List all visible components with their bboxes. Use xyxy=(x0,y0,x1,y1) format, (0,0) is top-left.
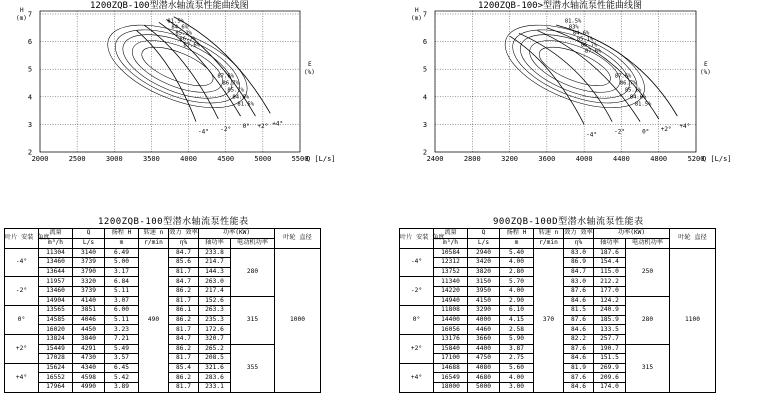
flow-ls-cell: 2940 xyxy=(468,248,500,258)
head-cell: 3.23 xyxy=(105,325,139,335)
y-tick-label: 4 xyxy=(422,93,428,102)
efficiency-label: 85.1% xyxy=(624,87,642,94)
shaft-power-cell: 152.6 xyxy=(199,296,231,306)
header-motor-power: 电动机功率 xyxy=(626,239,670,249)
blade-angle-label: +2° xyxy=(257,123,269,131)
flow-ls-cell: 3739 xyxy=(73,258,105,268)
flow-ls-cell: 4340 xyxy=(73,363,105,373)
efficiency-label: 81.5% xyxy=(167,18,184,25)
blade-angle-label: +4° xyxy=(679,123,691,131)
head-cell: 6.45 xyxy=(105,363,139,373)
blade-angle-label: -2° xyxy=(220,125,232,133)
x-tick-label: 4400 xyxy=(612,155,630,163)
y-tick-label: 4 xyxy=(27,93,33,102)
efficiency-label: 84.6% xyxy=(572,30,590,37)
flow-m3h-cell: 15840 xyxy=(434,344,468,354)
table-left-title: 1200ZQB-100型潜水轴流泵性能表 xyxy=(98,217,249,227)
efficiency-cell: 86.1 xyxy=(169,306,199,316)
flow-m3h-cell: 11957 xyxy=(39,277,73,287)
x-tick-label: 5200 xyxy=(687,155,705,163)
efficiency-cell: 87.6 xyxy=(564,344,594,354)
header-q: Q xyxy=(468,229,500,239)
header-diameter: 叶轮 直径 xyxy=(275,229,321,249)
head-cell: 3.17 xyxy=(105,267,139,277)
shaft-power-cell: 212.2 xyxy=(594,277,626,287)
flow-m3h-cell: 17100 xyxy=(434,354,468,364)
efficiency-label: 81.5% xyxy=(634,101,652,108)
header-flow: 流量 xyxy=(39,229,73,239)
shaft-power-cell: 151.5 xyxy=(594,354,626,364)
motor-power-cell: 250 xyxy=(626,248,670,296)
x-tick-label: 2400 xyxy=(426,155,444,163)
efficiency-contour xyxy=(534,39,615,93)
unit-cell: m xyxy=(500,239,534,249)
unit-cell: r/min xyxy=(534,239,564,249)
efficiency-cell: 87.6 xyxy=(564,286,594,296)
head-cell: 2.75 xyxy=(500,354,534,364)
efficiency-cell: 86.2 xyxy=(169,373,199,383)
header-blade-angle: 叶片 安装 角度 xyxy=(5,229,39,249)
x-tick-label: 4000 xyxy=(180,155,198,163)
efficiency-axis-unit: (%) xyxy=(700,69,711,76)
flow-m3h-cell: 13565 xyxy=(39,306,73,316)
head-cell: 4.15 xyxy=(500,315,534,325)
header-flow: 流量 xyxy=(434,229,468,239)
header-efficiency: 效力 效率 xyxy=(169,229,199,239)
efficiency-axis-unit: (%) xyxy=(304,69,315,76)
flow-m3h-cell: 14688 xyxy=(434,363,468,373)
flow-ls-cell: 4080 xyxy=(468,363,500,373)
header-motor-power: 电动机功率 xyxy=(231,239,275,249)
flow-m3h-cell: 15624 xyxy=(39,363,73,373)
flow-m3h-cell: 13644 xyxy=(39,267,73,277)
head-cell: 5.11 xyxy=(105,315,139,325)
shaft-power-cell: 233.8 xyxy=(199,248,231,258)
flow-m3h-cell: 17028 xyxy=(39,354,73,364)
flow-ls-cell: 4680 xyxy=(468,373,500,383)
efficiency-label: 85.1% xyxy=(175,30,192,37)
shaft-power-cell: 124.2 xyxy=(594,296,626,306)
flow-ls-cell: 4460 xyxy=(468,325,500,335)
y-tick-label: 3 xyxy=(422,120,428,129)
efficiency-contour xyxy=(125,30,229,103)
head-cell: 3.00 xyxy=(500,382,534,392)
head-cell: 5.42 xyxy=(105,373,139,383)
flow-m3h-cell: 14904 xyxy=(39,296,73,306)
flow-ls-cell: 3420 xyxy=(468,258,500,268)
x-axis-label: Q [L/s] xyxy=(702,155,732,163)
y-tick-label: 5 xyxy=(422,65,428,74)
shaft-power-cell: 172.6 xyxy=(199,325,231,335)
shaft-power-cell: 209.6 xyxy=(594,373,626,383)
diameter-cell: 1000 xyxy=(275,248,321,392)
flow-ls-cell: 4450 xyxy=(73,325,105,335)
header-speed: 转速 n xyxy=(534,229,564,239)
x-tick-label: 4000 xyxy=(575,155,593,163)
blade-angle-cell: +4° xyxy=(5,363,39,392)
flow-ls-cell: 3840 xyxy=(73,334,105,344)
header-blade-angle: 叶片 安装 角度 xyxy=(400,229,434,249)
flow-ls-cell: 4140 xyxy=(73,296,105,306)
flow-ls-cell: 4990 xyxy=(73,382,105,392)
chart-title: 1200ZQB-100型潜水轴流泵性能曲线图 xyxy=(90,1,249,11)
motor-power-cell: 280 xyxy=(626,296,670,344)
shaft-power-cell: 174.0 xyxy=(594,382,626,392)
efficiency-label: 81.5% xyxy=(564,18,582,25)
chart-title: 1200ZQB-100>型潜水轴流泵性能曲线图 xyxy=(478,1,643,11)
efficiency-cell: 81.7 xyxy=(169,354,199,364)
y-tick-label: 7 xyxy=(422,10,428,19)
efficiency-label: 83% xyxy=(568,24,579,31)
head-cell: 2.90 xyxy=(500,296,534,306)
efficiency-cell: 84.6 xyxy=(564,296,594,306)
x-tick-label: 3200 xyxy=(501,155,519,163)
head-cell: 4.00 xyxy=(500,286,534,296)
flow-ls-cell: 3150 xyxy=(468,277,500,287)
x-tick-label: 3000 xyxy=(105,155,123,163)
unit-cell: r/min xyxy=(139,239,169,249)
efficiency-cell: 84.7 xyxy=(169,248,199,258)
flow-m3h-cell: 13460 xyxy=(39,286,73,296)
y-axis-label: H xyxy=(415,7,419,14)
x-tick-label: 2800 xyxy=(463,155,481,163)
efficiency-contour xyxy=(523,30,627,103)
flow-ls-cell: 5000 xyxy=(468,382,500,392)
y-tick-label: 6 xyxy=(27,38,33,47)
unit-cell: η% xyxy=(169,239,199,249)
efficiency-cell: 81.7 xyxy=(169,325,199,335)
head-cell: 4.00 xyxy=(500,258,534,268)
blade-angle-label: 0° xyxy=(642,128,650,136)
motor-power-cell: 355 xyxy=(231,344,275,392)
head-cell: 3.07 xyxy=(105,296,139,306)
flow-m3h-cell: 18000 xyxy=(434,382,468,392)
motor-power-cell: 315 xyxy=(626,344,670,392)
shaft-power-cell: 115.0 xyxy=(594,267,626,277)
shaft-power-cell: 263.3 xyxy=(199,306,231,316)
head-cell: 3.89 xyxy=(105,382,139,392)
chart-frame xyxy=(435,11,696,152)
x-tick-label: 2500 xyxy=(68,155,86,163)
flow-ls-cell: 4291 xyxy=(73,344,105,354)
blade-angle-cell: 0° xyxy=(5,306,39,335)
y-tick-label: 6 xyxy=(422,38,428,47)
flow-m3h-cell: 13176 xyxy=(434,334,468,344)
motor-power-cell: 280 xyxy=(231,248,275,296)
flow-m3h-cell: 16552 xyxy=(39,373,73,383)
flow-m3h-cell: 13752 xyxy=(434,267,468,277)
efficiency-cell: 84.7 xyxy=(169,277,199,287)
flow-ls-cell: 3739 xyxy=(73,286,105,296)
flow-m3h-cell: 13824 xyxy=(39,334,73,344)
header-head: 扬程 H xyxy=(105,229,139,239)
efficiency-cell: 82.2 xyxy=(564,334,594,344)
y-tick-label: 2 xyxy=(422,148,428,157)
unit-cell: m³/h xyxy=(434,239,468,249)
shaft-power-cell: 144.3 xyxy=(199,267,231,277)
x-tick-label: 4500 xyxy=(217,155,235,163)
efficiency-label: 86.7% xyxy=(179,36,196,43)
flow-ls-cell: 4400 xyxy=(468,344,500,354)
efficiency-cell: 81.7 xyxy=(169,296,199,306)
efficiency-label: 84.6% xyxy=(171,24,188,31)
head-cell: 6.10 xyxy=(500,306,534,316)
flow-ls-cell: 3290 xyxy=(468,306,500,316)
efficiency-label: 87.6% xyxy=(217,73,234,80)
chart-frame xyxy=(40,11,300,152)
unit-cell: L/s xyxy=(468,239,500,249)
efficiency-cell: 81.9 xyxy=(564,363,594,373)
header-shaft-power: 轴功率 xyxy=(199,239,231,249)
shaft-power-cell: 208.5 xyxy=(199,354,231,364)
efficiency-cell: 81.5 xyxy=(564,306,594,316)
x-tick-label: 3500 xyxy=(142,155,160,163)
head-cell: 5.11 xyxy=(105,286,139,296)
x-tick-label: 5000 xyxy=(254,155,272,163)
flow-m3h-cell: 14585 xyxy=(39,315,73,325)
efficiency-cell: 84.7 xyxy=(564,267,594,277)
efficiency-cell: 81.7 xyxy=(169,267,199,277)
header-power: 功率(KW) xyxy=(199,229,275,239)
head-cell: 3.87 xyxy=(500,344,534,354)
efficiency-axis-label: E xyxy=(308,61,312,68)
head-cell: 5.90 xyxy=(500,334,534,344)
flow-m3h-cell: 14940 xyxy=(434,296,468,306)
efficiency-cell: 83.0 xyxy=(564,248,594,258)
efficiency-label: 85.1% xyxy=(227,87,244,94)
flow-m3h-cell: 14400 xyxy=(434,315,468,325)
efficiency-label: 85.1% xyxy=(576,36,594,43)
shaft-power-cell: 257.7 xyxy=(594,334,626,344)
blade-angle-cell: +2° xyxy=(400,334,434,363)
efficiency-label: 87.6% xyxy=(614,73,632,80)
blade-angle-cell: -2° xyxy=(5,277,39,306)
unit-cell: m xyxy=(105,239,139,249)
blade-angle-label: +2° xyxy=(660,125,672,133)
head-cell: 2.58 xyxy=(500,325,534,335)
efficiency-cell: 84.7 xyxy=(169,334,199,344)
x-tick-label: 2000 xyxy=(31,155,49,163)
shaft-power-cell: 214.7 xyxy=(199,258,231,268)
head-cell: 3.57 xyxy=(105,354,139,364)
efficiency-cell: 86.2 xyxy=(169,315,199,325)
head-cell: 6.49 xyxy=(105,248,139,258)
efficiency-axis-label: E xyxy=(704,61,708,68)
efficiency-cell: 83.0 xyxy=(564,277,594,287)
blade-angle-cell: 0° xyxy=(400,306,434,335)
efficiency-cell: 87.6 xyxy=(564,315,594,325)
efficiency-cell: 85.4 xyxy=(169,363,199,373)
head-cell: 6.00 xyxy=(105,306,139,316)
efficiency-label: 84.6% xyxy=(232,94,249,101)
blade-angle-cell: -4° xyxy=(5,248,39,277)
flow-m3h-cell: 11304 xyxy=(39,248,73,258)
shaft-power-cell: 265.2 xyxy=(199,344,231,354)
efficiency-label: 87.6% xyxy=(584,48,602,55)
flow-m3h-cell: 17964 xyxy=(39,382,73,392)
performance-table-left xyxy=(4,228,357,393)
flow-m3h-cell: 12312 xyxy=(434,258,468,268)
efficiency-cell: 84.6 xyxy=(564,325,594,335)
unit-cell: η% xyxy=(564,239,594,249)
blade-angle-label: 0° xyxy=(242,123,250,131)
flow-ls-cell: 4046 xyxy=(73,315,105,325)
flow-ls-cell: 4750 xyxy=(468,354,500,364)
x-tick-label: 3600 xyxy=(538,155,556,163)
head-cell: 5.70 xyxy=(500,277,534,287)
header-efficiency: 效力 效率 xyxy=(564,229,594,239)
flow-ls-cell: 3950 xyxy=(468,286,500,296)
efficiency-label: 86.7% xyxy=(222,80,239,87)
head-cell: 6.84 xyxy=(105,277,139,287)
speed-cell: 370 xyxy=(534,248,564,392)
shaft-power-cell: 190.7 xyxy=(594,344,626,354)
head-cell: 5.60 xyxy=(500,363,534,373)
header-diameter: 叶轮 直径 xyxy=(670,229,716,249)
motor-power-cell: 315 xyxy=(231,296,275,344)
flow-m3h-cell: 15449 xyxy=(39,344,73,354)
y-tick-label: 3 xyxy=(27,120,33,129)
flow-m3h-cell: 11808 xyxy=(434,306,468,316)
shaft-power-cell: 321.6 xyxy=(199,363,231,373)
shaft-power-cell: 283.6 xyxy=(199,373,231,383)
shaft-power-cell: 133.5 xyxy=(594,325,626,335)
flow-m3h-cell: 16549 xyxy=(434,373,468,383)
y-axis-unit: (m) xyxy=(16,15,27,22)
x-tick-label: 5500 xyxy=(291,155,309,163)
efficiency-label: 81.5% xyxy=(237,101,254,108)
head-cell: 5.00 xyxy=(105,258,139,268)
shaft-power-cell: 320.7 xyxy=(199,334,231,344)
table-right-title: 900ZQB-100D型潜水轴流泵性能表 xyxy=(493,217,644,227)
flow-ls-cell: 4730 xyxy=(73,354,105,364)
flow-m3h-cell: 14220 xyxy=(434,286,468,296)
head-cell: 7.21 xyxy=(105,334,139,344)
y-tick-label: 5 xyxy=(27,65,33,74)
flow-ls-cell: 4000 xyxy=(468,315,500,325)
header-power: 功率(KW) xyxy=(594,229,670,239)
flow-ls-cell: 3851 xyxy=(73,306,105,316)
flow-ls-cell: 3820 xyxy=(468,267,500,277)
flow-m3h-cell: 10584 xyxy=(434,248,468,258)
y-axis-label: H xyxy=(20,7,24,14)
efficiency-cell: 86.2 xyxy=(169,286,199,296)
efficiency-cell: 86.9 xyxy=(564,258,594,268)
unit-cell: L/s xyxy=(73,239,105,249)
blade-angle-label: +4° xyxy=(272,120,284,128)
header-q: Q xyxy=(73,229,105,239)
unit-cell: m³/h xyxy=(39,239,73,249)
header-shaft-power: 轴功率 xyxy=(594,239,626,249)
y-tick-label: 7 xyxy=(27,10,33,19)
shaft-power-cell: 240.9 xyxy=(594,306,626,316)
shaft-power-cell: 185.9 xyxy=(594,315,626,325)
blade-angle-cell: -2° xyxy=(400,277,434,306)
header-speed: 转速 n xyxy=(139,229,169,239)
shaft-power-cell: 263.0 xyxy=(199,277,231,287)
shaft-power-cell: 233.1 xyxy=(199,382,231,392)
head-cell: 5.49 xyxy=(105,344,139,354)
speed-cell: 490 xyxy=(139,248,169,392)
blade-angle-cell: +2° xyxy=(5,334,39,363)
flow-m3h-cell: 16056 xyxy=(434,325,468,335)
efficiency-cell: 87.6 xyxy=(564,373,594,383)
flow-ls-cell: 3140 xyxy=(73,248,105,258)
shaft-power-cell: 187.6 xyxy=(594,248,626,258)
blade-angle-label: -2° xyxy=(614,128,625,136)
blade-angle-label: -4° xyxy=(586,131,597,139)
flow-m3h-cell: 16020 xyxy=(39,325,73,335)
flow-ls-cell: 3320 xyxy=(73,277,105,287)
flow-m3h-cell: 13460 xyxy=(39,258,73,268)
efficiency-label: 84.6% xyxy=(629,94,647,101)
performance-table-right xyxy=(399,228,752,393)
efficiency-cell: 81.7 xyxy=(169,382,199,392)
head-cell: 4.00 xyxy=(500,373,534,383)
efficiency-cell: 84.6 xyxy=(564,354,594,364)
y-axis-unit: (m) xyxy=(411,15,422,22)
blade-angle-cell: +4° xyxy=(400,363,434,392)
y-tick-label: 2 xyxy=(27,148,33,157)
efficiency-cell: 84.6 xyxy=(564,382,594,392)
efficiency-cell: 85.6 xyxy=(169,258,199,268)
flow-ls-cell: 4150 xyxy=(468,296,500,306)
header-head: 扬程 H xyxy=(500,229,534,239)
efficiency-label: 86.7% xyxy=(580,42,598,49)
flow-ls-cell: 3660 xyxy=(468,334,500,344)
flow-ls-cell: 4598 xyxy=(73,373,105,383)
shaft-power-cell: 154.4 xyxy=(594,258,626,268)
diameter-cell: 1100 xyxy=(670,248,716,392)
x-axis-label: Q [L/s] xyxy=(306,155,336,163)
efficiency-label: 86.7% xyxy=(619,80,637,87)
efficiency-label: 87.6% xyxy=(183,42,200,49)
flow-m3h-cell: 11340 xyxy=(434,277,468,287)
shaft-power-cell: 269.9 xyxy=(594,363,626,373)
efficiency-cell: 86.2 xyxy=(169,344,199,354)
head-cell: 2.80 xyxy=(500,267,534,277)
blade-angle-cell: -4° xyxy=(400,248,434,277)
shaft-power-cell: 177.0 xyxy=(594,286,626,296)
flow-ls-cell: 3790 xyxy=(73,267,105,277)
head-cell: 5.40 xyxy=(500,248,534,258)
shaft-power-cell: 235.3 xyxy=(199,315,231,325)
x-tick-label: 4800 xyxy=(650,155,668,163)
blade-angle-label: -4° xyxy=(198,128,209,136)
shaft-power-cell: 217.4 xyxy=(199,286,231,296)
